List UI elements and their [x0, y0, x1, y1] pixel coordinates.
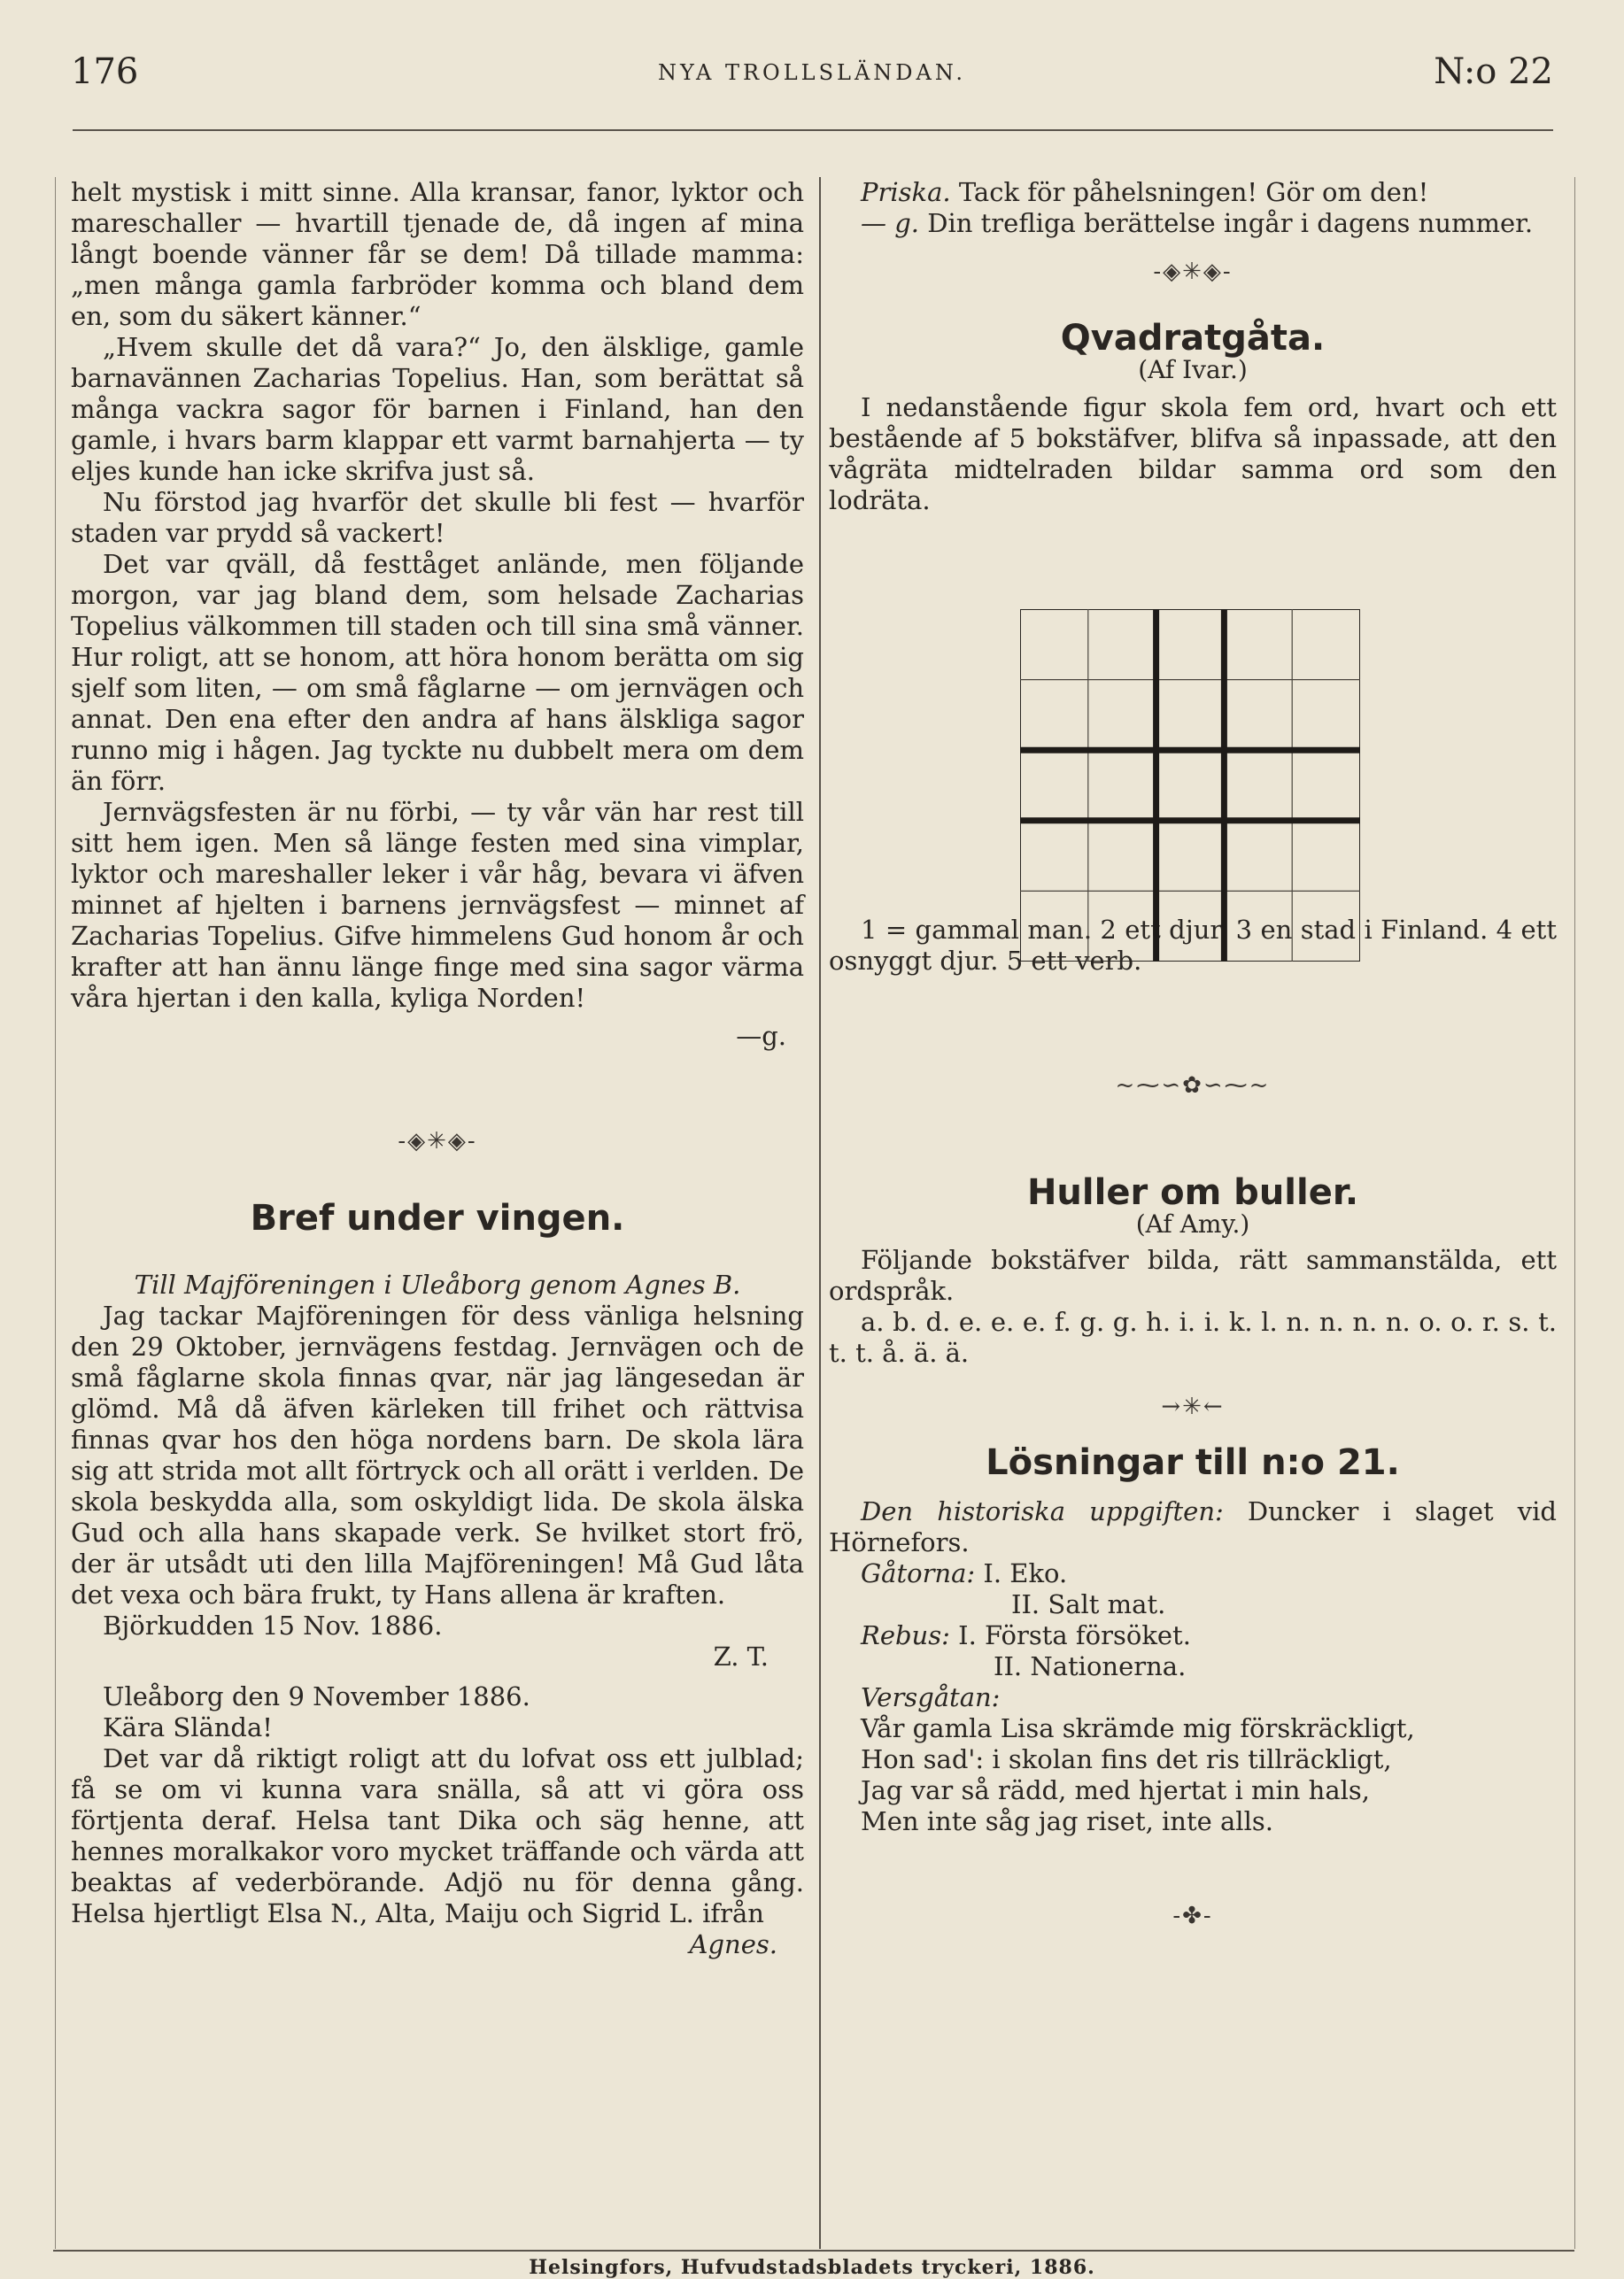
g-reply: Din trefliga berättelse ingår i dagens nummer.: [927, 208, 1534, 238]
right-column: [829, 177, 1557, 1932]
huller-text: Följande bokstäfver bilda, rätt sammanstälda, ett ordspråk.: [829, 1245, 1557, 1306]
gatorna-answer-2: II. Salt mat.: [1011, 1589, 1166, 1619]
ornament: -◈✳◈-: [1153, 259, 1233, 285]
bref-title: Bref under vingen.: [250, 1198, 625, 1239]
gatorna-label: Gåtorna:: [861, 1558, 976, 1588]
letter-text: Det var då riktigt roligt att du lofvat oss ett julblad; få se om vi kunna vara snälla, så att vi göra oss förtjenta deraf. Helsa tant Dika och säg henne, att hennes moralkakor voro mycket träffande och värda att beaktas af vederbörande. Adjö nu för denna gång. Helsa hjertligt Elsa N., Alta, Maiju och Sigrid L. ifrån: [71, 1743, 804, 1928]
issue-number: N:o 22: [1434, 51, 1553, 92]
letter-signature: Agnes.: [689, 1929, 777, 1959]
gatorna-answer-1: I. Eko.: [983, 1558, 1068, 1588]
column-divider: [819, 177, 821, 2249]
ornament: -◈✳◈-: [398, 1128, 477, 1155]
printer-imprint: Helsingfors, Hufvudstadsbladets tryckeri, 1886.: [529, 2256, 1095, 2279]
huller-title: Huller om buller.: [1026, 1172, 1359, 1213]
rebus-answer-1: I. Första försöket.: [958, 1620, 1191, 1650]
bref-signature: Z. T.: [713, 1642, 769, 1672]
article-signature: —g.: [736, 1021, 786, 1051]
puzzle-grid: [1020, 609, 1360, 962]
article-paragraph: helt mystisk i mitt sinne. Alla kransar, fanor, lyktor och mareschaller — hvartill tjenade de, då ingen af mina långt boende vänner får se dem! Då tillade mamma: „men många gamla farbröder komma och bland dem en, som du säkert känner.“: [71, 177, 804, 331]
huller-author: (Af Amy.): [1135, 1209, 1250, 1239]
letter-place: Uleåborg den 9 November 1886.: [103, 1681, 530, 1711]
losningar-title: Lösningar till n:o 21.: [986, 1442, 1400, 1483]
left-border: [55, 177, 56, 2249]
bref-text: Jag tackar Majföreningen för dess vänliga helsning den 29 Oktober, jernvägens festdag. Jernvägen och de små fåglarne skola finnas qvar, när jag längesedan är glömd. Må då äfven kärleken till frihet och rättvisa finnas qvar hos den höga nordens barn. De skola lära sig att strida mot allt förtryck och all orätt i verlden. De skola beskydda alla, som oskyldigt lida. De skola älska Gud och alla hans skapade verk. Se hvilket stort frö, der är utsådt uti den lilla Majföreningen! Må Gud låta det vexa och bära frukt, ty Hans allena är kraften.: [71, 1301, 804, 1610]
page-header: [71, 51, 1553, 96]
qvadratgata-title: Qvadratgåta.: [1060, 318, 1326, 359]
page-number: 176: [71, 51, 139, 92]
qvadratgata-author: (Af Ivar.): [1138, 355, 1248, 384]
article-paragraph: „Hvem skulle det då vara?“ Jo, den älsklige, gamle barnavännen Zacharias Topelius. Han, som berättat så många vackra sagor för barnen i Finland, han den gamle, i hvars barm klappar ett varmt barnahjerta — ty eljes kunde han icke skrifva just så.: [71, 332, 804, 486]
hist-answer: Duncker i slaget vid Hörnefors.: [829, 1496, 1557, 1557]
left-column: [71, 177, 804, 1960]
rebus-label: Rebus:: [861, 1620, 950, 1650]
verse-line: Hon sad': i skolan fins det ris tillräckligt,: [861, 1744, 1392, 1774]
huller-letters: a. b. d. e. e. e. f. g. g. h. i. i. k. l. n. n. n. n. o. o. r. s. t. t. t. å. ä. ä.: [829, 1307, 1557, 1368]
publication-title: NYA TROLLSLÄNDAN.: [658, 60, 966, 85]
grid-lines: [1020, 609, 1360, 962]
article-paragraph: Det var qväll, då festtåget anlände, men följande morgon, var jag bland dem, som helsade Zacharias Topelius välkommen till staden och till sina små vänner. Hur roligt, att se honom, att höra honom berätta om sig sjelf som liten, — om små fåglarne — om jernvägen och annat. Den ena efter den andra af hans älskliga sagor runno mig i hågen. Jag tyckte nu dubbelt mera om dem än förr.: [71, 549, 804, 796]
bref-address: Till Majföreningen i Uleåborg genom Agnes B.: [134, 1270, 741, 1300]
g-name: — g.: [861, 208, 920, 238]
priska-reply: Tack för påhelsningen! Gör om den!: [958, 177, 1429, 207]
versgatan-label: Versgåtan:: [861, 1682, 1001, 1712]
footer-rule: [53, 2250, 1574, 2252]
ornament: →✳←: [1161, 1394, 1225, 1420]
rebus-answer-2: II. Nationerna.: [994, 1651, 1187, 1681]
hist-label: Den historiska uppgiften:: [861, 1496, 1224, 1526]
grid-border: [1020, 609, 1360, 962]
ornament: -✤-: [1172, 1903, 1213, 1929]
header-rule: [73, 129, 1553, 131]
qvadratgata-text: I nedanstående figur skola fem ord, hvart och ett bestående af 5 bokstäfver, blifva så inpassade, att den vågräta midtelraden bildar samma ord som den lodräta.: [829, 392, 1557, 515]
right-border: [1574, 177, 1575, 2249]
verse-line: Men inte såg jag riset, inte alls.: [861, 1806, 1273, 1836]
grid-heavy-lines: [1020, 609, 1360, 962]
article-paragraph: Nu förstod jag hvarför det skulle bli fest — hvarför staden var prydd så vackert!: [71, 487, 804, 548]
ornament: ~⁓∽✿∽⁓~: [1115, 1072, 1271, 1099]
verse-line: Vår gamla Lisa skrämde mig förskräckligt,: [861, 1713, 1415, 1743]
verse-line: Jag var så rädd, med hjertat i min hals,: [861, 1775, 1371, 1805]
letter-greeting: Kära Slända!: [103, 1712, 273, 1742]
qvadratgata-clues: 1 = gammal man. 2 ett djur. 3 en stad i Finland. 4 ett osnyggt djur. 5 ett verb.: [829, 915, 1557, 976]
priska-name: Priska.: [861, 177, 951, 207]
bref-place: Björkudden 15 Nov. 1886.: [103, 1611, 443, 1641]
article-paragraph: Jernvägsfesten är nu förbi, — ty vår vän har rest till sitt hem igen. Men så länge festen med sina vimplar, lyktor och mareshaller leker i vår håg, bevara vi äfven minnet af hjelten i barnens jernvägsfest — minnet af Zacharias Topelius. Gifve himmelens Gud honom år och krafter att han ännu länge finge med sina sagor värma våra hjertan i den kalla, kyliga Norden!: [71, 797, 804, 1013]
